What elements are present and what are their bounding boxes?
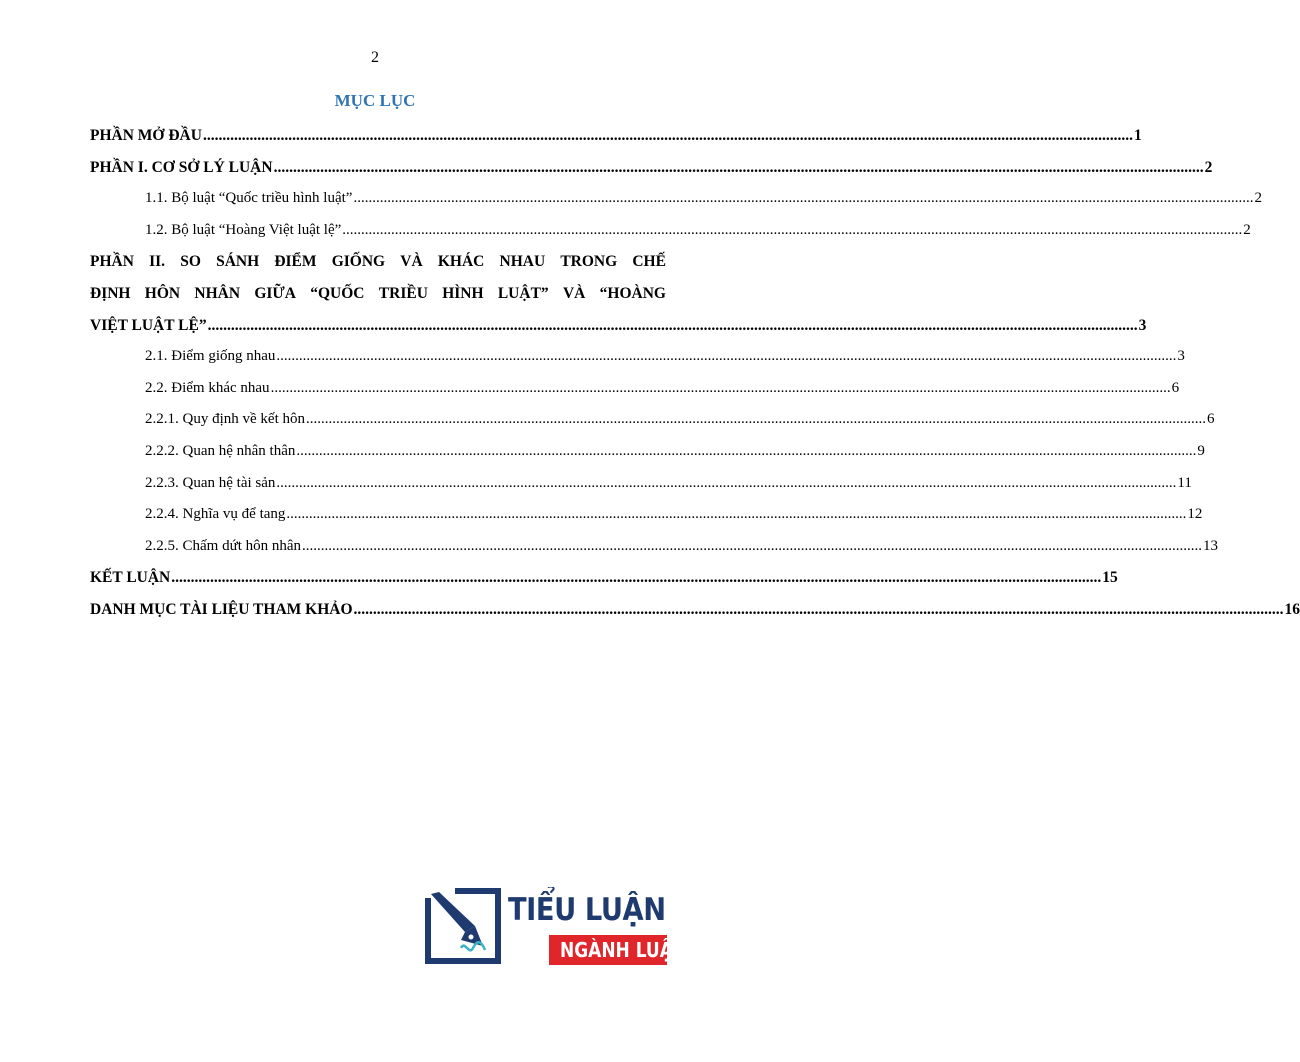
toc-entry-line-1 [90, 246, 666, 278]
word: SO [180, 253, 201, 271]
word: II. [149, 253, 166, 271]
toc-entry-page: 1 [1133, 127, 1142, 144]
word: ĐỊNH [90, 284, 131, 302]
toc-entry-phan-1[interactable] [90, 152, 1213, 184]
toc-entry-page: 6 [1206, 411, 1215, 428]
dot-leader [306, 404, 1206, 436]
word: KHÁC [437, 253, 485, 271]
toc-entry-2-2-1[interactable] [90, 404, 1215, 436]
toc-entry-label: 2.1. Điểm giống nhau [145, 348, 276, 365]
toc-entry-label: 2.2.4. Nghĩa vụ để tang [145, 506, 286, 523]
word: GIỐNG [331, 253, 386, 271]
table-of-contents [90, 120, 1300, 626]
toc-entry-label: VIỆT LUẬT LỆ” [90, 316, 207, 334]
toc-entry-phan-2[interactable] [90, 246, 1147, 341]
dot-leader [354, 594, 1284, 626]
dot-leader [171, 562, 1101, 594]
word: LUẬT” [497, 284, 549, 302]
brand-logo [425, 888, 685, 968]
logo-tagline [549, 935, 685, 965]
word: ĐIỂM [274, 253, 317, 271]
toc-entry-phan-mo-dau[interactable] [90, 120, 1142, 152]
toc-entry-page: 2 [1204, 158, 1213, 176]
toc-entry-2-2-3[interactable] [90, 468, 1192, 500]
toc-entry-label: PHẦN I. CƠ SỞ LÝ LUẬN [90, 158, 273, 176]
pen-nib-icon [425, 888, 501, 964]
toc-entry-label: 2.2.1. Quy định về kết hôn [145, 411, 305, 428]
toc-entry-2-2-2[interactable] [90, 436, 1205, 468]
dot-leader [203, 120, 1133, 152]
dot-leader [208, 310, 1138, 342]
toc-entry-page: 3 [1138, 316, 1147, 334]
toc-entry-page: 9 [1197, 442, 1205, 459]
word: CHẾ [632, 253, 666, 271]
word: NHAU [499, 253, 546, 271]
word: VÀ [562, 284, 586, 302]
toc-entry-line-2 [90, 278, 666, 310]
dot-leader [274, 152, 1204, 184]
logo-wordmark: TIỂU LUẬN [508, 892, 666, 928]
dot-leader [276, 468, 1176, 500]
toc-entry-page: 2 [1243, 221, 1251, 238]
word: “QUỐC [310, 284, 365, 302]
dot-leader [353, 183, 1253, 215]
toc-entry-2-2-4[interactable] [90, 499, 1203, 531]
toc-entry-page: 16 [1284, 600, 1300, 618]
toc-entry-label: 2.2.5. Chấm dứt hôn nhân [145, 537, 302, 554]
toc-entry-label: 2.2.3. Quan hệ tài sản [145, 474, 276, 491]
toc-entry-1-2[interactable] [90, 215, 1251, 247]
toc-entry-label: KẾT LUẬN [90, 569, 171, 587]
word: HÔN [144, 284, 181, 302]
toc-entry-label: 1.1. Bộ luật “Quốc triều hình luật” [145, 190, 353, 207]
toc-entry-label: 2.2.2. Quan hệ nhân thân [145, 442, 296, 459]
word: PHẦN [90, 253, 134, 271]
word: SÁNH [216, 253, 260, 271]
word: TRIỀU [378, 284, 428, 302]
toc-entry-page: 3 [1177, 348, 1185, 365]
toc-entry-page: 13 [1203, 537, 1219, 554]
toc-entry-line-3 [90, 310, 1147, 342]
dot-leader [276, 341, 1176, 373]
word: NHÂN [194, 284, 241, 302]
word: VÀ [400, 253, 423, 271]
toc-entry-2-1[interactable] [90, 341, 1185, 373]
dot-leader [302, 531, 1202, 563]
toc-entry-page: 12 [1187, 506, 1203, 523]
toc-entry-label: PHẦN MỞ ĐẦU [90, 127, 202, 144]
toc-entry-page: 15 [1102, 569, 1118, 587]
toc-entry-label: 2.2. Điểm khác nhau [145, 379, 270, 396]
toc-entry-page: 6 [1171, 379, 1180, 396]
word: HÌNH [442, 284, 484, 302]
toc-entry-danh-muc[interactable] [90, 594, 1300, 626]
word: “HOÀNG [599, 284, 666, 302]
toc-entry-label: 1.2. Bộ luật “Hoàng Việt luật lệ” [145, 221, 342, 238]
word: GIỮA [254, 284, 296, 302]
dot-leader [342, 215, 1242, 247]
toc-entry-2-2-5[interactable] [90, 531, 1219, 563]
toc-entry-ket-luan[interactable] [90, 562, 1118, 594]
dot-leader [286, 499, 1186, 531]
page-number: 2 [371, 49, 379, 66]
toc-entry-label: DANH MỤC TÀI LIỆU THAM KHẢO [90, 600, 353, 618]
toc-title: MỤC LỤC [334, 91, 416, 110]
dot-leader [296, 436, 1196, 468]
word: TRONG [560, 253, 618, 271]
toc-entry-page: 11 [1177, 474, 1192, 491]
dot-leader [271, 373, 1171, 405]
logo-tagline-text: NGÀNH LUẬT [559, 938, 685, 962]
toc-entry-1-1[interactable] [90, 183, 1262, 215]
toc-entry-2-2[interactable] [90, 373, 1180, 405]
toc-entry-page: 2 [1254, 190, 1262, 207]
